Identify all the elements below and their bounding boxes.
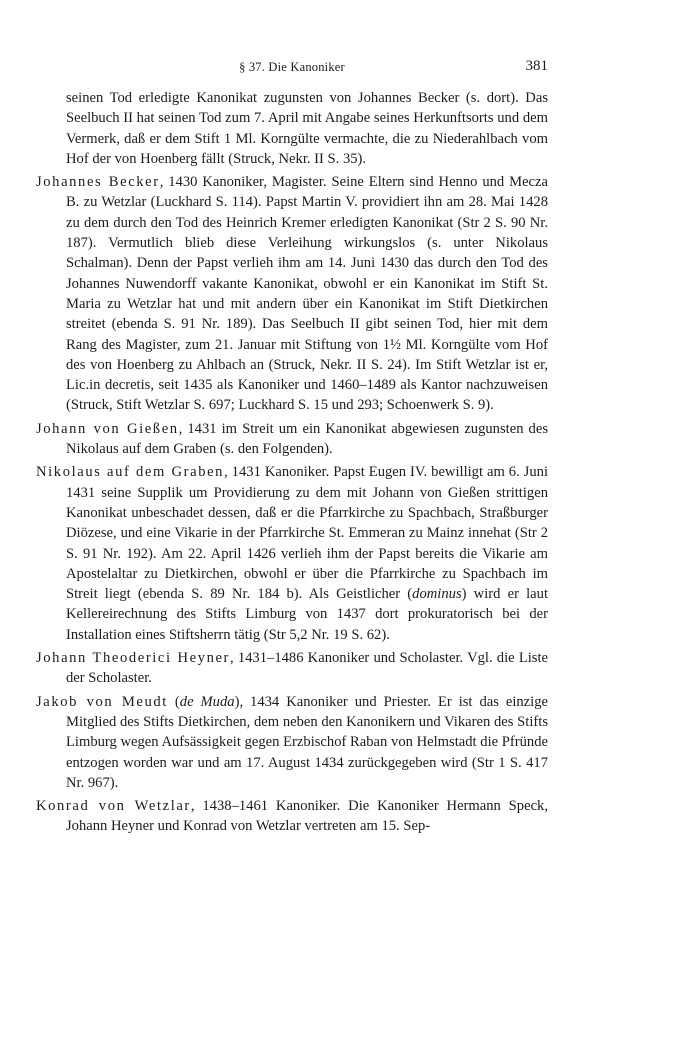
entry-text: , 1430 Kanoniker, Magister. Seine Eltern sind Henno und Mecza B. zu Wetzlar (Luckhard S. 114). Papst Martin V. providiert ihn am 28. Mai 1428 zu dem durch den Tod des Heinrich Kremer erledigten Kanonikat (Str 2 S. 90 Nr. 187). Vermutlich blieb diese Verleihung wirkungslos (s. unter Nikolaus Schalman). Denn der Papst verlieh ihm am 14. Juni 1430 das durch den Tod des Johannes Nuwendorff vakante Kanonikat, obwohl er ein Kanonikat im Stift St. Maria zu Wetzlar hat und mit andern über ein Kanonikat im Stift Dietkirchen streitet (ebenda S. 91 Nr. 189). Das Seelbuch II gibt seinen Tod, hier mit dem Rang des Magister, zum 21. Januar mit Stiftung von 1½ Ml. Korngülte vom Hof des von Hoenberg zu Ahlbach an (Struck, Nekr. II S. 24). Im Stift Wetzlar ist er, Lic.in decretis, seit 1435 als Kanoniker und 1460–1489 als Kantor nachzuweisen (Struck, Stift Wetzlar S. 697; Luckhard S. 15 und 293; Schoenwerk S. 9). (66, 174, 548, 414)
entry-text-after: ), 1434 Kanoniker und Priester. Er ist das einzige Mitglied des Stifts Dietkirchen, dem neben den Kanonikern und Vikaren des Stifts Limburg wegen Aufsässigkeit gegen Erzbischof Raban von Helmstadt die Pfründe entzogen worden war und am 17. August 1434 zurückgegeben wird (Str 1 S. 417 Nr. 967). (66, 693, 548, 791)
entry-text: , 1431–1486 Kanoniker und Scholaster. Vgl. die Liste der Scholaster. (66, 650, 548, 687)
entry-nikolaus-auf-dem-graben (36, 462, 548, 645)
entry-text-before: ( (167, 693, 180, 710)
entry-name: Johann von Gießen (36, 420, 179, 437)
entry-jakob-von-meudt (36, 692, 548, 793)
entry-italic-term: dominus (412, 586, 462, 603)
entry-text: , 1431 im Streit um ein Kanonikat abgewiesen zugunsten des Nikolaus auf dem Graben (s. den Folgenden). (66, 420, 548, 458)
entry-name: Konrad von Wetzlar (36, 798, 191, 815)
entry-konrad-von-wetzlar (36, 796, 548, 837)
entry-italic-term: de Muda (179, 693, 235, 710)
entry-name: Johann Theoderici Heyner (36, 650, 230, 667)
entry-text-after: ) wird er laut Kellereirechnung des Stifts Limburg von 1437 dort prokuratorisch bei der Installation eines Stiftsherrn tätig (Str 5,2 Nr. 19 S. 62). (66, 586, 549, 643)
continuation-paragraph: seinen Tod erledigte Kanonikat zugunsten von Johannes Becker (s. dort). Das Seelbuch II hat seinen Tod zum 7. April mit Angabe seines Herkunftsorts und dem Vermerk, daß er dem Stift 1 Ml. Korngülte vermachte, die zu Niederahlbach vom Hof der von Hoenberg fällt (Struck, Nekr. II S. 35). (66, 90, 548, 167)
entry-name: Nikolaus auf dem Graben (36, 464, 225, 481)
entry-name: Jakob von Meudt (36, 693, 168, 710)
entry-johann-theoderici-heyner (36, 648, 548, 689)
entry-johannes-becker (36, 172, 548, 416)
entry-name: Johannes Becker (36, 174, 160, 191)
running-title: § 37. Die Kanoniker (239, 60, 345, 74)
body-text (36, 88, 548, 837)
running-head (36, 58, 548, 80)
entry-johann-von-giessen (36, 419, 548, 460)
page-number: 381 (525, 58, 548, 74)
entry-text: , 1438–1461 Kanoniker. Die Kanoniker Hermann Speck, Johann Heyner und Konrad von Wetzlar vertreten am 15. Sep- (66, 798, 548, 835)
entry-text-before: , 1431 Kanoniker. Papst Eugen IV. bewilligt am 6. Juni 1431 seine Supplik um Providierung zu dem mit Johann von Gießen strittigen Kanonikat unbeschadet dessen, daß er die Pfarrkirche zu Spachbach, Straßburger Diözese, und eine Vikarie in der Pfarrkirche St. Emmeran zu Mainz innehat (Str 2 S. 91 Nr. 192). Am 22. April 1426 verlieh ihm der Papst bereits die Vikarie am Apostelaltar zu Dietkirchen, obwohl er über die Pfarrkirche zu Spachbach im Streit liegt (ebenda S. 89 Nr. 184 b). Als Geistlicher ( (66, 464, 549, 603)
